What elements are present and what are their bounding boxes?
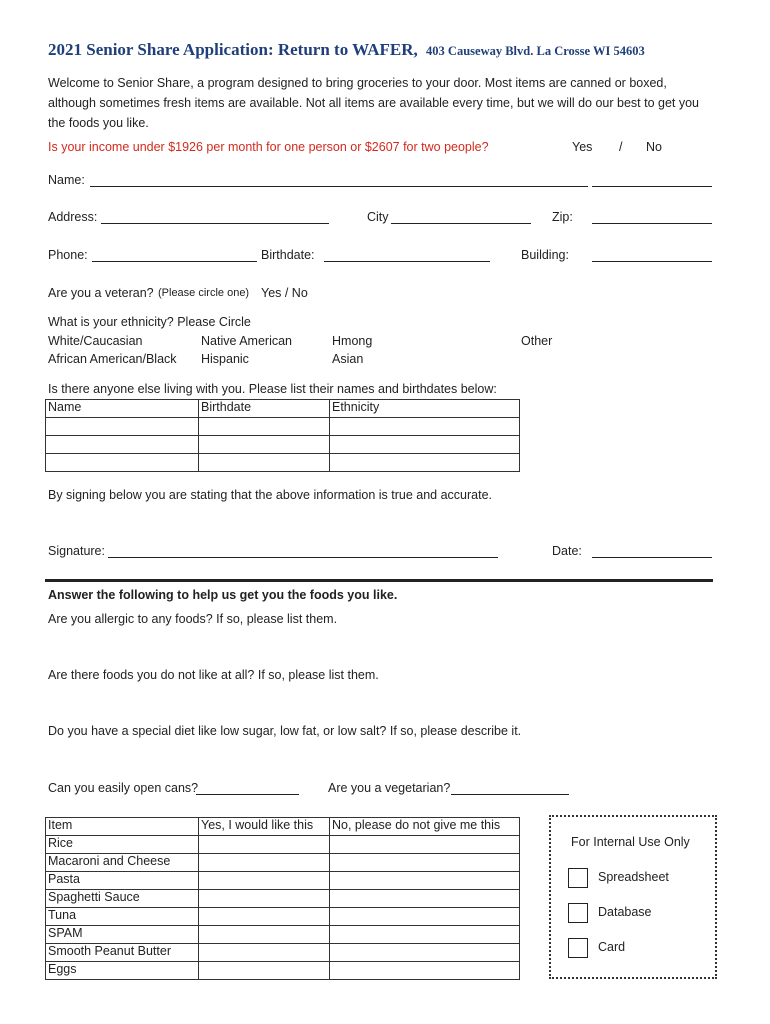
veteran-hint: (Please circle one) bbox=[158, 287, 250, 299]
yes-cell[interactable] bbox=[199, 872, 330, 890]
ethnicity-option-white[interactable]: White/Caucasian bbox=[48, 334, 143, 348]
name-field-extra[interactable] bbox=[592, 174, 712, 187]
table-row[interactable] bbox=[46, 908, 520, 926]
income-slash: / bbox=[619, 140, 623, 154]
veteran-answer[interactable]: Yes / No bbox=[261, 286, 308, 300]
table-row[interactable] bbox=[46, 418, 520, 436]
birthdate-field[interactable] bbox=[324, 249, 490, 262]
no-cell[interactable] bbox=[330, 890, 520, 908]
table-row[interactable] bbox=[46, 962, 520, 980]
ethnicity-option-other[interactable]: Other bbox=[521, 334, 553, 348]
income-yes[interactable]: Yes bbox=[572, 140, 593, 154]
table-cell[interactable] bbox=[46, 418, 199, 436]
spreadsheet-checkbox[interactable] bbox=[568, 868, 588, 888]
no-cell[interactable] bbox=[330, 962, 520, 980]
table-cell[interactable] bbox=[330, 418, 520, 436]
yes-cell[interactable] bbox=[199, 944, 330, 962]
building-field[interactable] bbox=[592, 249, 712, 262]
household-header-ethnicity: Ethnicity bbox=[330, 400, 520, 418]
yes-cell[interactable] bbox=[199, 890, 330, 908]
dislike-question: Are there foods you do not like at all? If so, please list them. bbox=[48, 668, 379, 682]
item-eggs: Eggs bbox=[46, 962, 199, 980]
table-cell[interactable] bbox=[330, 454, 520, 472]
internal-use-title: For Internal Use Only bbox=[571, 835, 690, 849]
cans-field[interactable] bbox=[196, 782, 299, 795]
title-text: 2021 Senior Share Application: Return to WAFER, bbox=[48, 40, 418, 59]
building-label: Building: bbox=[521, 248, 569, 262]
table-cell[interactable] bbox=[46, 454, 199, 472]
table-row[interactable] bbox=[46, 436, 520, 454]
household-header-birthdate: Birthdate bbox=[199, 400, 330, 418]
table-row[interactable] bbox=[46, 454, 520, 472]
ethnicity-option-hispanic[interactable]: Hispanic bbox=[201, 352, 249, 366]
signature-field[interactable] bbox=[108, 545, 498, 558]
intro-paragraph: Welcome to Senior Share, a program designed to bring groceries to your door. Most items are canned or boxed, although sometimes fresh items are available. Not all items are available every time, but we will do our best to get you the foods you like. bbox=[48, 76, 700, 130]
signature-label: Signature: bbox=[48, 544, 105, 558]
income-no[interactable]: No bbox=[646, 140, 662, 154]
table-cell[interactable] bbox=[46, 436, 199, 454]
return-address: 403 Causeway Blvd. La Crosse WI 54603 bbox=[426, 44, 645, 58]
items-header-no: No, please do not give me this bbox=[330, 818, 520, 836]
allergy-question: Are you allergic to any foods? If so, please list them. bbox=[48, 612, 338, 626]
food-items-table bbox=[45, 817, 520, 980]
household-header-name: Name bbox=[46, 400, 199, 418]
no-cell[interactable] bbox=[330, 926, 520, 944]
table-header-row bbox=[46, 400, 520, 418]
table-cell[interactable] bbox=[199, 454, 330, 472]
table-row[interactable] bbox=[46, 854, 520, 872]
item-tuna: Tuna bbox=[46, 908, 199, 926]
table-row[interactable] bbox=[46, 944, 520, 962]
date-field[interactable] bbox=[592, 545, 712, 558]
ethnicity-option-asian[interactable]: Asian bbox=[332, 352, 364, 366]
household-table bbox=[45, 399, 520, 472]
yes-cell[interactable] bbox=[199, 962, 330, 980]
date-label: Date: bbox=[552, 544, 582, 558]
phone-field[interactable] bbox=[92, 249, 257, 262]
item-pasta: Pasta bbox=[46, 872, 199, 890]
cans-question: Can you easily open cans? bbox=[48, 781, 199, 795]
database-label: Database bbox=[598, 905, 652, 919]
name-field[interactable] bbox=[90, 174, 588, 187]
ethnicity-option-african-american[interactable]: African American/Black bbox=[48, 352, 177, 366]
household-question: Is there anyone else living with you. Please list their names and birthdates below: bbox=[48, 382, 497, 396]
city-field[interactable] bbox=[391, 211, 531, 224]
name-label: Name: bbox=[48, 173, 85, 187]
vegetarian-field[interactable] bbox=[451, 782, 569, 795]
table-cell[interactable] bbox=[199, 418, 330, 436]
yes-cell[interactable] bbox=[199, 926, 330, 944]
item-spam: SPAM bbox=[46, 926, 199, 944]
birthdate-label: Birthdate: bbox=[261, 248, 315, 262]
table-cell[interactable] bbox=[330, 436, 520, 454]
table-row[interactable] bbox=[46, 872, 520, 890]
table-row[interactable] bbox=[46, 890, 520, 908]
yes-cell[interactable] bbox=[199, 908, 330, 926]
phone-label: Phone: bbox=[48, 248, 88, 262]
table-row[interactable] bbox=[46, 836, 520, 854]
preferences-heading: Answer the following to help us get you the foods you like. bbox=[48, 588, 398, 602]
items-header-item: Item bbox=[46, 818, 199, 836]
address-field[interactable] bbox=[101, 211, 329, 224]
database-checkbox[interactable] bbox=[568, 903, 588, 923]
vegetarian-question: Are you a vegetarian? bbox=[328, 781, 451, 795]
zip-field[interactable] bbox=[592, 211, 712, 224]
item-peanut-butter: Smooth Peanut Butter bbox=[46, 944, 199, 962]
item-spaghetti-sauce: Spaghetti Sauce bbox=[46, 890, 199, 908]
address-label: Address: bbox=[48, 210, 98, 224]
card-label: Card bbox=[598, 940, 626, 954]
spreadsheet-label: Spreadsheet bbox=[598, 870, 669, 884]
ethnicity-option-hmong[interactable]: Hmong bbox=[332, 334, 373, 348]
no-cell[interactable] bbox=[330, 908, 520, 926]
no-cell[interactable] bbox=[330, 836, 520, 854]
items-header-yes: Yes, I would like this bbox=[199, 818, 330, 836]
form-title bbox=[48, 40, 645, 60]
city-label: City bbox=[367, 210, 389, 224]
card-checkbox[interactable] bbox=[568, 938, 588, 958]
section-divider bbox=[45, 579, 713, 582]
ethnicity-question: What is your ethnicity? Please Circle bbox=[48, 315, 251, 329]
table-header-row bbox=[46, 818, 520, 836]
item-rice: Rice bbox=[46, 836, 199, 854]
income-question: Is your income under $1926 per month for one person or $2607 for two people? bbox=[48, 140, 489, 154]
veteran-question: Are you a veteran? bbox=[48, 286, 154, 300]
table-row[interactable] bbox=[46, 926, 520, 944]
yes-cell[interactable] bbox=[199, 836, 330, 854]
signature-statement: By signing below you are stating that the above information is true and accurate. bbox=[48, 488, 493, 502]
ethnicity-option-native-american[interactable]: Native American bbox=[201, 334, 293, 348]
no-cell[interactable] bbox=[330, 854, 520, 872]
no-cell[interactable] bbox=[330, 872, 520, 890]
table-cell[interactable] bbox=[199, 436, 330, 454]
diet-question: Do you have a special diet like low sugar, low fat, or low salt? If so, please describe it. bbox=[48, 724, 522, 738]
no-cell[interactable] bbox=[330, 944, 520, 962]
yes-cell[interactable] bbox=[199, 854, 330, 872]
item-macaroni: Macaroni and Cheese bbox=[46, 854, 199, 872]
zip-label: Zip: bbox=[552, 210, 573, 224]
